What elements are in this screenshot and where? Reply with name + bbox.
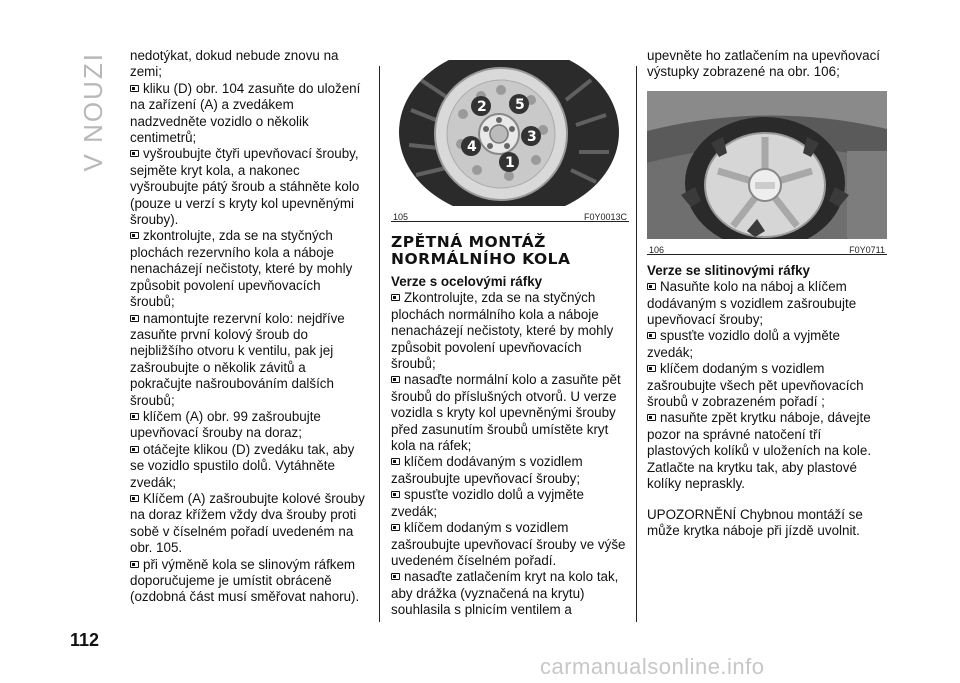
column-divider: [379, 66, 380, 622]
figure-caption: [391, 206, 629, 222]
figure-number: 106: [649, 244, 665, 255]
bolt-label: 3: [527, 129, 537, 145]
bullet-icon: [391, 524, 400, 531]
bullet-icon: [130, 446, 139, 453]
list-item: nasaďte zatlačením kryt na kolo tak, aby drážka (vyznačená na krytu) souhlasila s plnicím ventilem a: [391, 569, 619, 618]
bullet-icon: [647, 414, 656, 421]
bullet-icon: [391, 376, 400, 383]
column-2: [391, 48, 629, 619]
list-item: spusťte vozidlo dolů a vyjměte zvedák;: [391, 487, 584, 519]
alloy-wheel-image: [647, 91, 887, 239]
bullet-icon: [130, 495, 139, 502]
bullet-icon: [130, 232, 139, 239]
list-item: při výměně kola se slinovým ráfkem doporučujeme je umístit obráceně (ozdobná část musí směřovat nahoru).: [130, 556, 360, 605]
bolt-label: 1: [505, 155, 515, 171]
bullet-icon: [391, 573, 400, 580]
figure-105: [391, 60, 629, 222]
figure-caption: [647, 239, 887, 255]
bullet-icon: [130, 561, 139, 568]
bolt-label: 4: [467, 139, 477, 155]
subheading-steel-rims: Verze s ocelovými ráfky: [391, 274, 543, 289]
list-item: klíčem dodávaným s vozidlem zašroubujte upevňovací šrouby;: [391, 454, 583, 486]
alloy-wheel-illustration: [647, 91, 887, 239]
column-3: [647, 48, 887, 539]
column-divider: [636, 66, 637, 622]
bullet-icon: [130, 315, 139, 322]
bullet-icon: [391, 491, 400, 498]
subheading-alloy-rims: Verze se slitinovými ráfky: [647, 262, 811, 278]
bolt-label: 5: [515, 97, 525, 113]
bolt-label: 2: [477, 99, 487, 115]
list-item: spusťte vozidlo dolů a vyjměte zvedák;: [647, 328, 840, 360]
paragraph-intro: nedotýkat, dokud nebude znovu na zemi;: [130, 48, 339, 80]
watermark: carmanualsonline.info: [540, 654, 765, 679]
figure-106: [647, 91, 887, 255]
section-side-tab: V NOUZI: [78, 52, 108, 172]
list-item: nasaďte normální kolo a zasuňte pět šroubů do příslušných otvorů. U verze vozidla s kryty kol upevněnými šrouby před zasunutím šroubů umístěte kryt kola na ráfek;: [391, 372, 621, 454]
list-item: kliku (D) obr. 104 zasuňte do uložení na zařízení (A) a zvedákem nadzvedněte vozidlo o několik centimetrů;: [130, 80, 361, 146]
bullet-icon: [130, 150, 139, 157]
list-item: Nasuňte kolo na náboj a klíčem dodávaným s vozidlem zašroubujte upevňovací šrouby;: [647, 279, 857, 328]
list-item: klíčem dodaným s vozidlem zašroubujte všech pět upevňovacích šroubů v zobrazeném pořadí ;: [647, 361, 864, 410]
bullet-icon: [647, 332, 656, 339]
list-item: Zkontrolujte, zda se na styčných plochách normálního kola a náboje nenacházejí nečistoty, které by mohly způsobit povolení upevňovacích šroubů;: [391, 290, 614, 372]
list-item: klíčem dodaným s vozidlem zašroubujte upevňovací šrouby ve výše uvedeném číselném pořadí.: [391, 520, 626, 568]
column-1: [130, 48, 368, 606]
bullet-icon: [647, 365, 656, 372]
bullet-icon: [647, 283, 656, 290]
figure-number: 105: [393, 212, 409, 222]
paragraph-intro: upevněte ho zatlačením na upevňovací výstupky zobrazené na obr. 106;: [647, 48, 881, 80]
figure-code: F0Y0013C: [583, 212, 627, 222]
steel-wheel-illustration: [391, 60, 629, 206]
list-item: otáčejte klikou (D) zvedáku tak, aby se vozidlo spustilo dolů. Vytáhněte zvedák;: [130, 441, 355, 490]
bullet-icon: [130, 413, 139, 420]
list-item: nasuňte zpět krytku náboje, dávejte pozor na správné natočení tří plastových kolíků v uloženích na kole. Zatlačte na krytku tak, aby plastové kolíky nepraskly.: [647, 410, 872, 492]
list-item: klíčem (A) obr. 99 zašroubujte upevňovací šrouby na doraz;: [130, 408, 321, 441]
list-item: Klíčem (A) zašroubujte kolové šrouby na doraz křížem vždy dva šrouby proti sobě v číselném pořadí uvedeném na obr. 105.: [130, 490, 365, 556]
bullet-icon: [130, 85, 139, 92]
list-item: namontujte rezervní kolo: nejdříve zasuňte první kolový šroub do nejbližšího otvoru k ventilu, pak jej zašroubujte o několik závitů a pokračujte našroubováním dalších šroubů;: [130, 310, 345, 408]
list-item: zkontrolujte, zda se na styčných plochách rezervního kola a náboje nenacházejí nečistoty, které by mohly způsobit povolení upevňovacích šroubů;: [130, 228, 353, 310]
warning-note: UPOZORNĚNÍ Chybnou montáží se může krytka náboje při jízdě uvolnit.: [647, 506, 863, 538]
figure-code: F0Y0711: [849, 244, 885, 255]
bullet-icon: [391, 294, 400, 301]
page-number: 112: [70, 630, 100, 650]
section-title: ZPĚTNÁ MONTÁŽ NORMÁLNÍHO KOLA: [391, 233, 571, 268]
bullet-icon: [391, 458, 400, 465]
list-item: vyšroubujte čtyři upevňovací šrouby, sejměte kryt kola, a nakonec vyšroubujte pátý šroub a stáhněte kolo (pouze u verzí s kryty kol upevněnými šrouby).: [130, 146, 360, 228]
steel-wheel-image: [391, 60, 629, 206]
